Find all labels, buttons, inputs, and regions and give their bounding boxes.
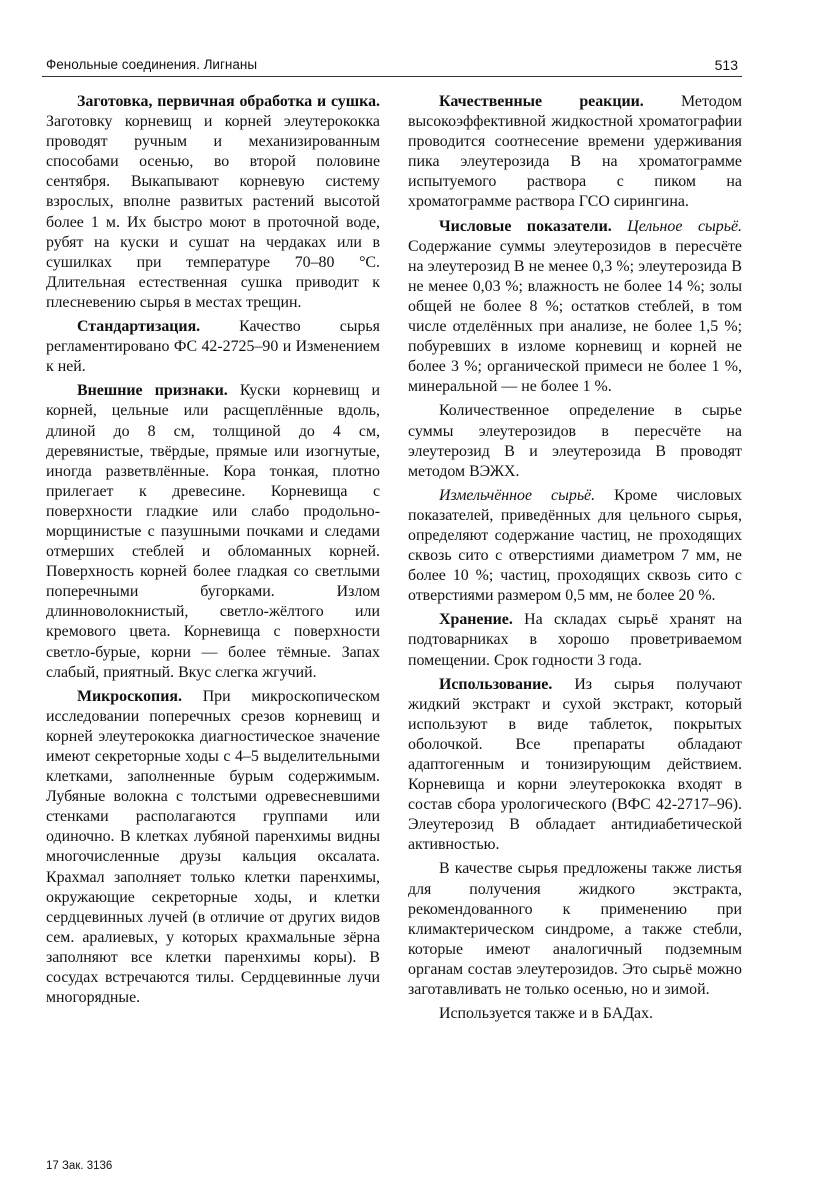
paragraph-microscopy	[46, 687, 380, 1009]
paragraph-storage	[408, 610, 742, 670]
italic-whole-raw: Цельное сырьё.	[627, 217, 742, 235]
text-supplements: Используется также и в БАДах.	[439, 1005, 654, 1023]
heading-storage: Хранение.	[439, 611, 513, 629]
text-quantitative: Количественное определение в сырье суммы элеутерозидов в пересчёте на элеутерозид В и элеутерозида В проводят методом ВЭЖХ.	[408, 402, 742, 480]
heading-qualitative-reactions: Качественные реакции.	[439, 93, 644, 110]
text-numeric-indicators: Содержание суммы элеутерозидов в пересчёте на элеутерозид В не менее 0,3 %; элеутерозида В не менее 0,03 %; влажность не более 14 %; золы общей не более 8 %; остатков стеблей, в том числе отделённых при анализе, не более 1,5 %; побуревших в изломе корневищ и корней не более 3 %; органической примеси не более 1 %, минеральной — не более 1 %.	[408, 237, 742, 396]
running-title: Фенольные соединения. Лигнаны	[46, 57, 258, 72]
text-microscopy: При микроскопическом исследовании поперечных срезов корневищ и корней элеутерококка диагностическое значение имеют секреторные ходы с 4–5 выделительными клетками, заполненные бурым содержимым. Лубяные волокна с толстыми одревесневшими стенками располагаются группами или одиночно. В клетках лубяной паренхимы видны многочисленные друзы кальция оксалата. Крахмал заполняет только клетки паренхимы, окружающие секреторные ходы, и клетки сердцевинных лучей (в отличие от других видов сем. аралиевых, у которых крахмальные зёрна заполняют все клетки паренхимы коры). В сосудах встречаются тилы. Сердцевинные лучи многорядные.	[46, 687, 380, 1007]
paragraph-harvesting	[46, 92, 380, 313]
paragraph-supplements	[408, 1004, 742, 1024]
heading-standardization: Стандартизация.	[77, 318, 201, 336]
text-external-features: Куски корневищ и корней, цельные или расщеплённые вдоль, длиной до 8 см, толщиной до 4 см, деревянистые, твёрдые, прямые или изогнутые, иногда разветвлённые. Кора тонкая, плотно прилегает к древесине. Корневища с поверхности гладкие или слабо продольно-морщинистые с пазушными почками и следами отмерших стеблей и обломанных корней. Поверхность корней более гладкая со светлыми поперечными бугорками. Излом длинноволокнистый, светло-жёлтого или кремового цвета. Корневища с поверхности светло-бурые, корни — более тёмные. Запах слабый, приятный. Вкус слегка жгучий.	[46, 382, 380, 681]
printer-mark: 17 Зак. 3136	[46, 1160, 113, 1172]
paragraph-qualitative-reactions	[408, 92, 742, 213]
paragraph-standardization	[46, 317, 380, 377]
paragraph-usage	[408, 675, 742, 856]
left-column	[46, 92, 380, 1008]
text-leaves: В качестве сырья предложены также листья для получения жидкого экстракта, рекомендованного к применению при климактерическом синдроме, а также стебли, которые имеют аналогичный подземным органам состав элеутерозидов. Это сырьё можно заготавливать не только осенью, но и зимой.	[408, 860, 742, 999]
heading-microscopy: Микроскопия.	[77, 687, 182, 705]
paragraph-quantitative	[408, 401, 742, 481]
heading-usage: Использование.	[439, 675, 553, 693]
text-usage: Из сырья получают жидкий экстракт и сухой экстракт, который используют в виде таблеток, покрытых оболочкой. Все препараты обладают адаптогенным и тонизирующим действием. Корневища и корни элеутерококка входят в состав сбора урологического (ВФС 42-2717–96). Элеутерозид В обладает антидиабетической активностью.	[408, 675, 742, 854]
right-column	[408, 92, 742, 1024]
paragraph-leaves	[408, 859, 742, 1000]
text-standardization: Качество сырья регламентировано ФС 42-2725–90 и Изменением к ней.	[46, 318, 380, 376]
text-harvesting: Заготовку корневищ и корней элеутерококка проводят ручным и механизированным способами осенью, во второй половине сентября. Выкапывают корневую систему взрослых, вполне развитых растений высотой более 1 м. Их быстро моют в проточной воде, рубят на куски и сушат на чердаках или в сушилках при температуре 70–80 °С. Длительная естественная сушка приводит к плесневению сырья в местах трещин.	[46, 113, 380, 311]
text-ground-raw: Кроме числовых показателей, приведённых для цельного сырья, определяют содержание частиц, не проходящих сквозь сито с отверстиями диаметром 7 мм, не более 10 %; частиц, проходящих сквозь сито с отверстиями размером 0,5 мм, не более 20 %.	[408, 486, 742, 605]
page-number: 513	[714, 57, 738, 73]
italic-ground-raw: Измельчённое сырьё.	[439, 486, 596, 504]
text-storage: На складах сырьё хранят на подтоварниках в хорошо проветриваемом помещении. Срок годности 3 года.	[408, 611, 742, 669]
heading-numeric-indicators: Числовые показатели.	[439, 217, 612, 235]
text-qualitative-reactions: Методом высокоэффективной жидкостной хроматографии проводится соотнесение времени удерживания пика элеутерозида В на хроматограмме испытуемого раствора с пиком на хроматограмме раствора ГСО сирингина.	[408, 93, 742, 211]
paragraph-ground-raw	[408, 486, 742, 607]
paragraph-numeric-indicators	[408, 217, 742, 398]
paragraph-external-features	[46, 381, 380, 682]
heading-external-features: Внешние признаки.	[77, 382, 228, 400]
heading-harvesting: Заготовка, первичная обработка и сушка.	[77, 93, 380, 110]
running-header	[42, 46, 742, 77]
